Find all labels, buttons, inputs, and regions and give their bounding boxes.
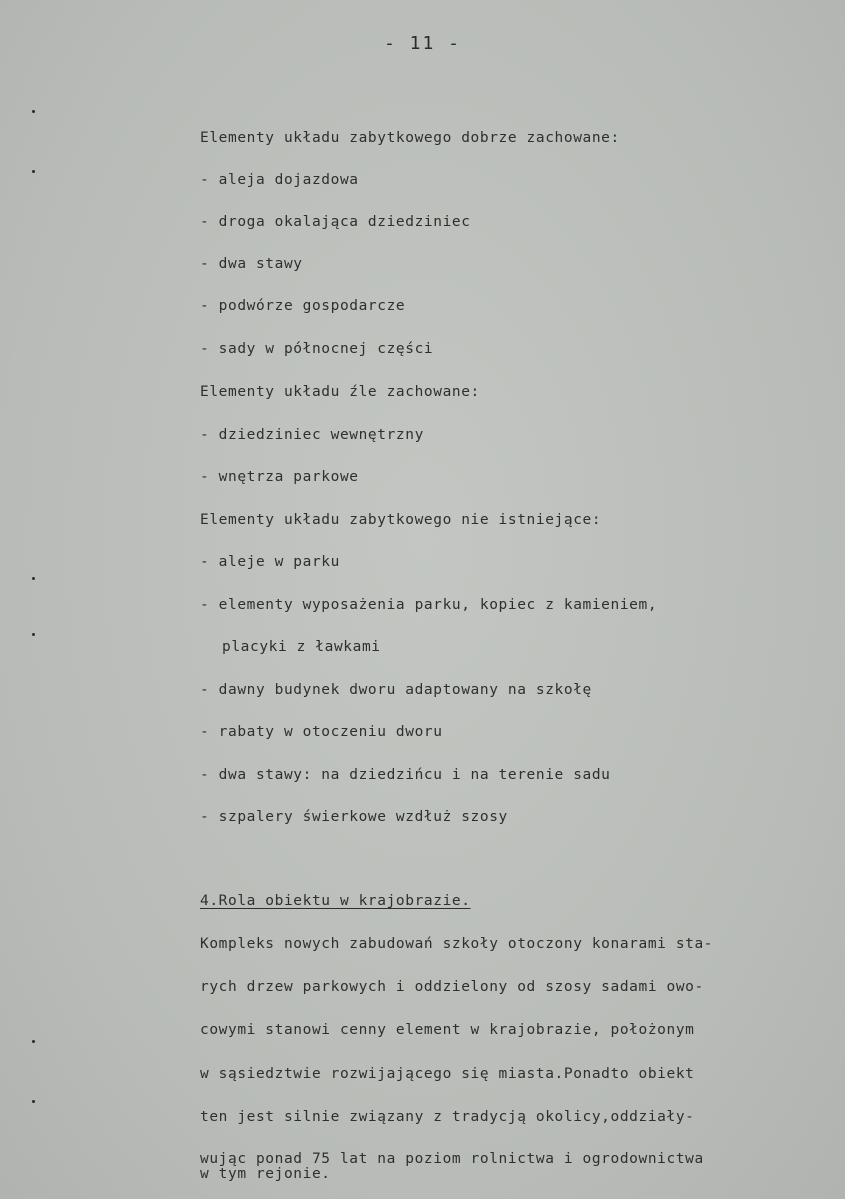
list-item: - sady w północnej części (200, 341, 434, 357)
margin-mark (32, 1100, 35, 1103)
paragraph-line: w sąsiedztwie rozwijającego się miasta.Ponadto obiekt (200, 1066, 695, 1082)
paragraph-line: rych drzew parkowych i oddzielony od szosy sadami owo- (200, 979, 704, 995)
list-item: - szpalery świerkowe wzdłuż szosy (200, 809, 508, 825)
list-item: - elementy wyposażenia parku, kopiec z kamieniem, (200, 597, 658, 613)
section-heading: 4.Rola obiektu w krajobrazie. (200, 893, 471, 909)
margin-mark (32, 577, 35, 580)
margin-mark (32, 1040, 35, 1043)
list-item: - dziedziniec wewnętrzny (200, 427, 424, 443)
margin-mark (32, 110, 35, 113)
list-item: - dwa stawy: na dziedzińcu i na terenie sadu (200, 767, 611, 783)
list-item-continuation: placyki z ławkami (222, 639, 381, 655)
margin-mark (32, 633, 35, 636)
list-item: - podwórze gospodarcze (200, 298, 406, 314)
text-line: Elementy układu źle zachowane: (200, 384, 480, 400)
paragraph-line: wując ponad 75 lat na poziom rolnictwa i ogrodownictwa (200, 1151, 704, 1167)
list-item: - aleje w parku (200, 554, 340, 570)
paragraph-line: w tym rejonie. (200, 1166, 331, 1182)
paragraph-line: ten jest silnie związany z tradycją okolicy,oddziały- (200, 1109, 695, 1125)
list-item: - aleja dojazdowa (200, 172, 359, 188)
paragraph-line: cowymi stanowi cenny element w krajobrazie, położonym (200, 1022, 695, 1038)
paragraph-line: Kompleks nowych zabudowań szkoły otoczony konarami sta- (200, 936, 714, 952)
list-item: - wnętrza parkowe (200, 469, 359, 485)
list-item: - dawny budynek dworu adaptowany na szkołę (200, 682, 592, 698)
list-item: - droga okalająca dziedziniec (200, 214, 471, 230)
page-number: - 11 - (383, 33, 462, 54)
text-line: Elementy układu zabytkowego nie istniejące: (200, 512, 602, 528)
list-item: - dwa stawy (200, 256, 303, 272)
margin-mark (32, 170, 35, 173)
list-item: - rabaty w otoczeniu dworu (200, 724, 443, 740)
text-line: Elementy układu zabytkowego dobrze zachowane: (200, 130, 620, 146)
